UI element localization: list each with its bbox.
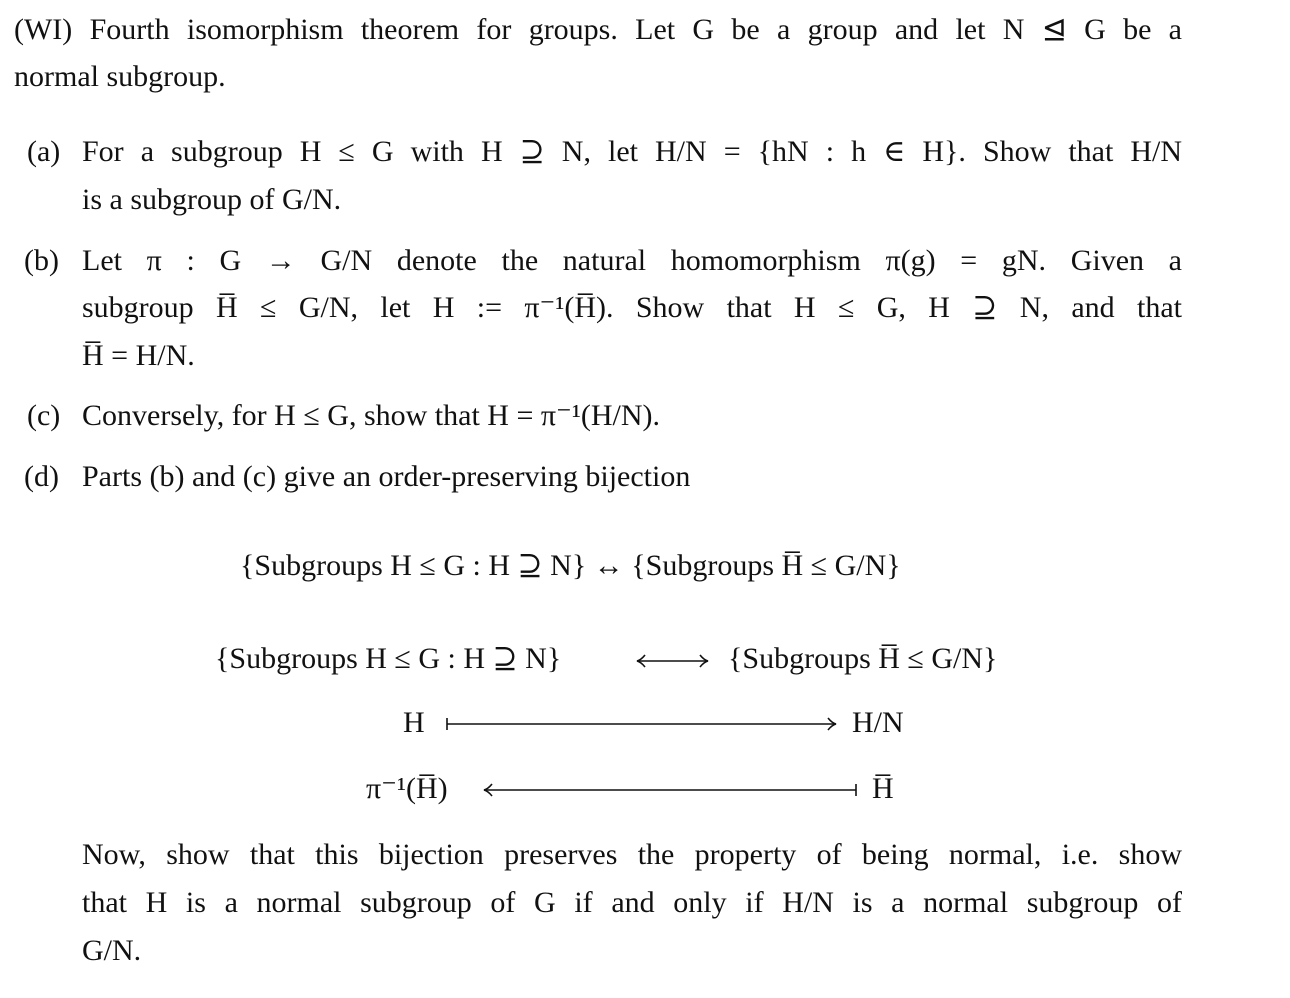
- part-d-line-1: Parts (b) and (c) give an order-preserving bijection: [82, 460, 691, 493]
- part-c-line-1: Conversely, for H ≤ G, show that H = π⁻¹(H/N).: [82, 399, 660, 432]
- diagram-mid-left: H: [403, 706, 425, 739]
- part-c-label: (c): [27, 399, 61, 432]
- maps-to-arrow-icon: [445, 714, 840, 734]
- part-b-label: (b): [24, 244, 59, 277]
- part-a-label: (a): [27, 135, 61, 168]
- diagram-bot-left: π⁻¹(H̅): [366, 772, 448, 805]
- diagram-top-right: {Subgroups H̅ ≤ G/N}: [728, 642, 998, 675]
- display-bijection: {Subgroups H ≤ G : H ⊇ N} ↔ {Subgroups H̅ ≤ G/N}: [240, 549, 901, 582]
- diagram-top-left: {Subgroups H ≤ G : H ⊇ N}: [215, 642, 562, 675]
- part-a-line-2: is a subgroup of G/N.: [82, 183, 342, 216]
- closing-line-1: Now, show that this bijection preserves the property of being normal, i.e. show: [82, 838, 1182, 871]
- part-b-line-2: subgroup H̅ ≤ G/N, let H := π⁻¹(H̅). Show that H ≤ G, H ⊇ N, and that: [82, 291, 1182, 324]
- maps-from-arrow-icon: [480, 780, 860, 800]
- diagram-bot-right: H̅: [872, 772, 894, 805]
- diagram-mid-right: H/N: [852, 706, 904, 739]
- part-a-line-1: For a subgroup H ≤ G with H ⊇ N, let H/N = {hN : h ∈ H}. Show that H/N: [82, 135, 1182, 168]
- closing-line-3: G/N.: [82, 934, 142, 967]
- intro-line-2: normal subgroup.: [14, 60, 226, 93]
- double-arrow-icon: [635, 651, 710, 671]
- part-b-line-3: H̅ = H/N.: [82, 339, 195, 372]
- closing-line-2: that H is a normal subgroup of G if and only if H/N is a normal subgroup of: [82, 886, 1182, 919]
- intro-line-1: (WI) Fourth isomorphism theorem for groups. Let G be a group and let N ⊴ G be a: [14, 13, 1182, 46]
- part-d-label: (d): [24, 460, 59, 493]
- part-b-line-1: Let π : G → G/N denote the natural homomorphism π(g) = gN. Given a: [82, 244, 1182, 277]
